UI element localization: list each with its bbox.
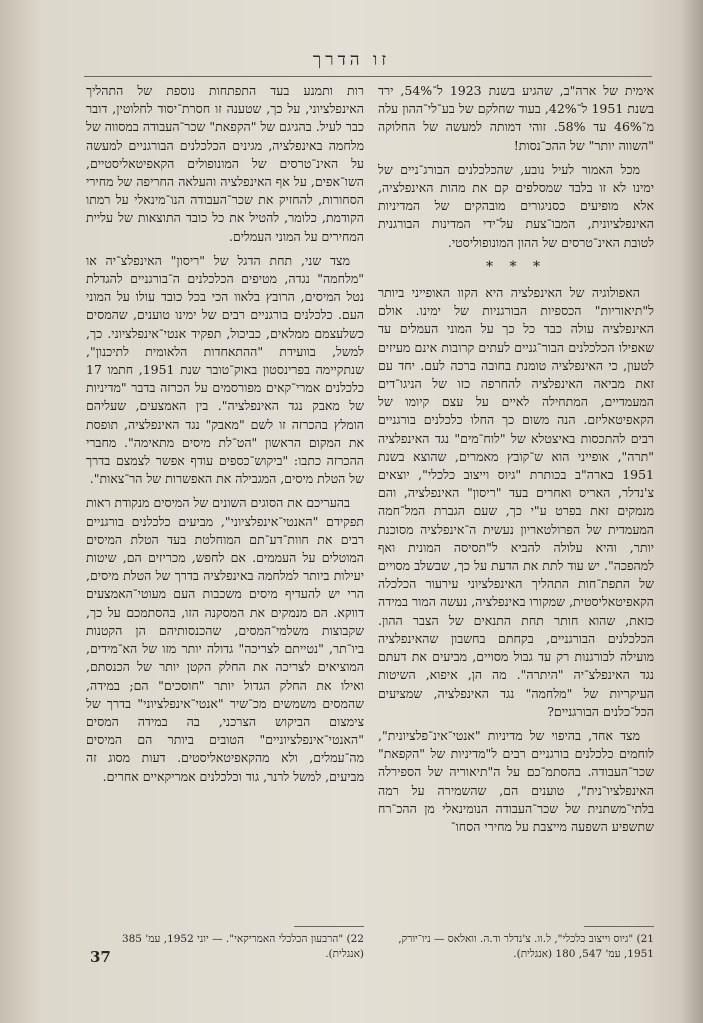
- paragraph: מצד אחד, בהיפוי של מדיניות "אנטי־אינ־פלציונית", לוחמים כלכלנים בורגניים רבים ל"מדיניות של "הקפאת" שכר־העבודה. בהסתמ־כם על ה"תיאוריה של הספירלה האינפלציו־נית", טוענים הם, שהשמירה על רמה בלתי־משתנית של שכר־העבודה הנומינאלי מן ההכ־רח שתשפיע השפעה מייצבת על מחירי הסחו־: [378, 727, 654, 834]
- page-number: 37: [90, 948, 111, 966]
- footnote-right: 21) "גיוס וייצוב כלכלי", ל.וו. צ'נדלר וד.ה. וואלאס — ניו־יורק, 1951, עמ' 547, 180 (אנגלית).: [398, 933, 654, 960]
- header-rule: [84, 76, 652, 77]
- footnote-rule-right: [584, 926, 654, 927]
- paragraph: מצד שני, תחת הדגל של "ריסון" האינפלצ־יה או "מלחמה" נגדה, מטיפים הכלכלנים ה־בורגניים להגדלת נטל המיסים, הרובץ בלאוו הכי בכל כובד עולו על המוני העם. כלכלנים בורגניים רבים של ימינו טוענים, שהמסים כשלעצמם ממלאים, כביכול, תפקיד אנטי־אינפלציוני. כך, למשל, בוועידת "ההתאחדות הלאומית לתיכנון", שנתקיימה בפרינסטון באוק־טובר שנת 1951, חתמו 17 כלכלנים אמרי־קאים מפורסמים על הכרזה בדבר "מדיניות של מאבק נגד האינפלציה". בין האמצעים, שעליהם הומלץ בהכרזה זו לשם "מאבק" נגד האינפלציה, תופסת את המקום הראשון "הט־לת מיסים מתאימה". מחברי ההכרזה כתבו: "ביקוש־כספים עודף אפשר לצמצם בדרך של הטלת מיסים, המגבילה את האפשרות של הר־צאות".: [86, 252, 364, 487]
- left-column: [86, 82, 364, 792]
- paragraph: רות ותמנע בעד התפתחות נוספת של התהליך האינפלציוני, על כך, שטענה זו חסרת־יסוד לחלוטין, דובר כבר לעיל. בהגיגם של "הקפאת" שכר־העבודה במסווה של מלחמה באינפלציה, מגינים הכלכלנים הבורגניים למעשה על האינ־טרסים של המונופולים הקאפיטאליסטיים, השו־אפים, על אף האינפלציה והעלאה החריפה של מחירי הסחורות, להחזיק את שכר־העבודה הנו־מינאלי על רמתו הקודמת, כלומר, להטיל את כל כובד התוצאות של עליית המחירים על המוני העמלים.: [86, 83, 364, 244]
- running-head: זו הדרך: [312, 50, 391, 70]
- paragraph: בהעריכם את הסוגים השונים של המיסים מנקודת ראות תפקידם "האנטי־אינפלציוני", מביעים כלכלנים בורגניים רבים את חוות־דע־תם המוחלטת בעד הטלת המיסים המוטלים על העממים. אם לחפש, מכריזים הם, שיטות יעילות ביותר למלחמה באינפלציה בדרך של הטלת מיסים, הרי יש להעדיף מיסים משכבות העם מעוטי־האמצעים דווקא. הם מנמקים את המסקנה הזו, בהסתמכם על כך, שקבוצות משלמי־המסים, שהכנסותיהם הן הקטנות ביו־תר, "נטייתם לצריכה" גדולה יותר מזו של הא־מידים, המוציאים לצריכה את החלק הקטן יותר של הכנסתם, ואילו את החלק הגדול יותר "חוסכים" הם; במידה, שהמסים משמשים מכ־שיר "אנטי־אינפלציוני" בדרך של צימצום הביקוש הצרכני, בה במידה המסים "האנטי־אינפלציוניים" הטובים ביותר הם המיסים מה־עמלים, ולא מהקאפיטאליסטים. דעות מסוג זה מביעים, למשל לרנר, גוד וכלכלנים אמריקאיים אחרים.: [86, 495, 364, 784]
- section-divider: * * *: [486, 258, 546, 275]
- right-column: [378, 82, 654, 842]
- binding-shadow: [681, 0, 703, 1023]
- paragraph: מכל האמור לעיל נובע, שהכלכלנים הבורג־ניים של ימינו לא זו בלבד שמסלפים קם את מהות האינפלציה, אלא מופיעים כסניגורים מובהקים של המדיניות האינפלציונית, המבו־צעת על־ידי המדינות הבורגנית לטובת האינ־טרסים של ההון המונופוליסטי.: [378, 161, 654, 250]
- paragraph: אימית של ארה"ב, שהגיע בשנת 1923 ל־54%, ירד בשנת 1951 ל־42%, בעוד שחלקם של בע־לי־ההון עלה מ־46% עד 58%. זוהי דמותה למעשה של החלוקה "השווה יותר" של ההכ־נסות!: [378, 83, 654, 153]
- footnote-left: 22) "הרבעון הכלכלי האמריקאי". — יוני 1952, עמ' 385 (אנגלית).: [121, 933, 364, 960]
- paragraph: האפולוגיה של האינפלציה היא הקוו האופייני ביותר ל"תיאוריות" הכספיות הבורגניות של ימינו. אולם האינפלציה עולה כבד כל כך על המוני העמלים עד שאפילו הכלכלנים הבור־גניים לעתים קרובות אינם מעיזים לטעון, כי האינפלציה טומנת בחובה ברכה לעם. יחד עם זאת מביאה האינפלציה להחרפה כזו של הניגו־דים המעמדיים, המתחילה לאיים על עצם קיומו של הקאפיטאליזם. הנה משום כך החלו כלכלנים בורגניים רבים להתכסות באיצטלא של "לוח־מים" נגד האינפלציה "תרה", אופייני הוא ש־קובץ מאמרים, שהוצא בשנת 1951 בארה"ב בכותרת "גיוס וייצוב כלכלי", יוצאים צ'נדלר, האריס ואחרים בעד "ריסון" האינפלציה, והם מנמקים זאת בפרט ע"י כך, שעם הגברת המל־חמה המעמדית של הפרולטאריון נעשית ה־אינפלציה מסוכנת יותר, והיא עלולה להביא ל"תסיסה המונית ואף למהפכה". יש עוד לתת את הדעת על כך, שבשלב מסויים של התפת־חות התהליך האינפלציוני עירעור הכלכלה הקאפיטאליסטית, שמקורו באינפלציה, נעשה המור במידה כזאת, שהוא חותר תחת התנאים של הצבר ההון. הכלכלנים הבורגניים, בקחתם בחשבון שהאינפלציה מועילה לבורגנות רק עד גבול מסויים, מביעים את דעתם נגד האינפלצ־יה "היתרה". מה הן, איפוא, השיטות העיקריות של "מלחמה" נגד האינפלציה, שמציעים הכל־כלנים הבורגניים?: [378, 285, 654, 719]
- footnote-rule-left: [294, 926, 364, 927]
